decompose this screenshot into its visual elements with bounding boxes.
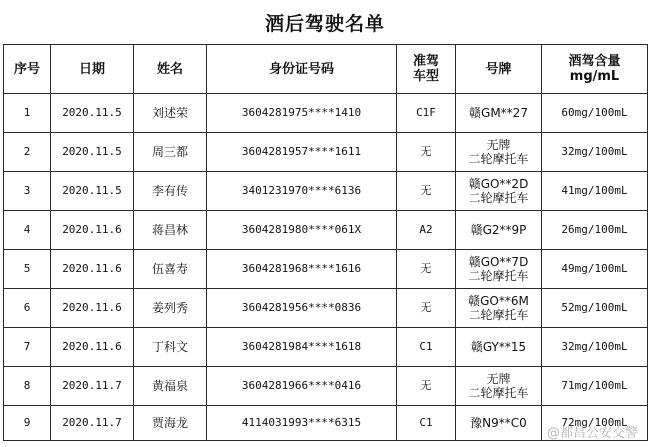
header-id-number: 身份证号码 <box>207 45 397 94</box>
cell-license-class: 无 <box>397 289 456 328</box>
cell-plate: 赣GO**2D 二轮摩托车 <box>456 172 542 211</box>
cell-id-number: 3604281980****061X <box>207 211 397 250</box>
cell-plate: 赣G2**9P <box>456 211 542 250</box>
table-row <box>4 289 648 328</box>
cell-bac: 60mg/100mL <box>542 94 648 133</box>
cell-plate: 赣GO**7D 二轮摩托车 <box>456 250 542 289</box>
cell-plate: 无牌 二轮摩托车 <box>456 367 542 406</box>
cell-name: 李有传 <box>134 172 207 211</box>
table-row <box>4 211 648 250</box>
cell-license-class: 无 <box>397 133 456 172</box>
cell-seq: 6 <box>4 289 51 328</box>
cell-date: 2020.11.6 <box>51 250 134 289</box>
cell-id-number: 4114031993****6315 <box>207 406 397 441</box>
cell-license-class: C1F <box>397 94 456 133</box>
cell-bac: 32mg/100mL <box>542 328 648 367</box>
header-bac <box>542 45 648 94</box>
cell-bac: 41mg/100mL <box>542 172 648 211</box>
cell-seq: 5 <box>4 250 51 289</box>
cell-license-class: A2 <box>397 211 456 250</box>
cell-name: 姜列秀 <box>134 289 207 328</box>
table-row <box>4 133 648 172</box>
cell-date: 2020.11.6 <box>51 211 134 250</box>
cell-date: 2020.11.6 <box>51 328 134 367</box>
cell-plate: 无牌 二轮摩托车 <box>456 133 542 172</box>
cell-date: 2020.11.6 <box>51 289 134 328</box>
header-license-line2: 车型 <box>412 69 439 84</box>
cell-bac: 26mg/100mL <box>542 211 648 250</box>
header-name: 姓名 <box>134 45 207 94</box>
cell-seq: 9 <box>4 406 51 441</box>
cell-date: 2020.11.5 <box>51 172 134 211</box>
header-date: 日期 <box>51 45 134 94</box>
cell-plate: 赣GY**15 <box>456 328 542 367</box>
table-row <box>4 250 648 289</box>
cell-bac: 49mg/100mL <box>542 250 648 289</box>
cell-seq: 4 <box>4 211 51 250</box>
cell-name: 周三都 <box>134 133 207 172</box>
cell-date: 2020.11.5 <box>51 94 134 133</box>
cell-seq: 8 <box>4 367 51 406</box>
cell-plate: 赣GO**6M 二轮摩托车 <box>456 289 542 328</box>
header-license-line1: 准驾 <box>412 54 439 69</box>
dui-list-table <box>3 44 648 441</box>
cell-name: 贾海龙 <box>134 406 207 441</box>
cell-license-class: C1 <box>397 406 456 441</box>
header-bac-line2: mg/mL <box>569 69 620 84</box>
cell-license-class: C1 <box>397 328 456 367</box>
header-plate: 号牌 <box>456 45 542 94</box>
cell-id-number: 3604281984****1618 <box>207 328 397 367</box>
cell-license-class: 无 <box>397 367 456 406</box>
header-license-class <box>397 45 456 94</box>
cell-name: 刘述荣 <box>134 94 207 133</box>
cell-name: 丁科文 <box>134 328 207 367</box>
page-title: 酒后驾驶名单 <box>264 12 385 35</box>
cell-license-class: 无 <box>397 172 456 211</box>
weibo-watermark: @都昌公安交警 <box>546 426 638 441</box>
cell-date: 2020.11.5 <box>51 133 134 172</box>
table-header-row <box>4 45 648 94</box>
cell-name: 黄福泉 <box>134 367 207 406</box>
cell-seq: 2 <box>4 133 51 172</box>
table-row <box>4 94 648 133</box>
cell-bac: 52mg/100mL <box>542 289 648 328</box>
cell-plate: 赣GM**27 <box>456 94 542 133</box>
cell-seq: 3 <box>4 172 51 211</box>
cell-name: 伍喜寿 <box>134 250 207 289</box>
table-row <box>4 172 648 211</box>
cell-id-number: 3604281975****1410 <box>207 94 397 133</box>
header-seq: 序号 <box>4 45 51 94</box>
table-row <box>4 367 648 406</box>
cell-bac: 32mg/100mL <box>542 133 648 172</box>
header-bac-line1: 酒驾含量 <box>568 54 621 69</box>
cell-seq: 1 <box>4 94 51 133</box>
cell-id-number: 3604281957****1611 <box>207 133 397 172</box>
cell-id-number: 3604281956****0836 <box>207 289 397 328</box>
cell-license-class: 无 <box>397 250 456 289</box>
cell-id-number: 3604281968****1616 <box>207 250 397 289</box>
cell-id-number: 3604281966****0416 <box>207 367 397 406</box>
cell-bac: 71mg/100mL <box>542 367 648 406</box>
cell-name: 蒋昌林 <box>134 211 207 250</box>
cell-date: 2020.11.7 <box>51 406 134 441</box>
cell-plate: 豫N9**C0 <box>456 406 542 441</box>
cell-id-number: 3401231970****6136 <box>207 172 397 211</box>
table-row <box>4 328 648 367</box>
cell-bac: 72mg/100mL <box>542 406 648 441</box>
cell-date: 2020.11.7 <box>51 367 134 406</box>
cell-seq: 7 <box>4 328 51 367</box>
